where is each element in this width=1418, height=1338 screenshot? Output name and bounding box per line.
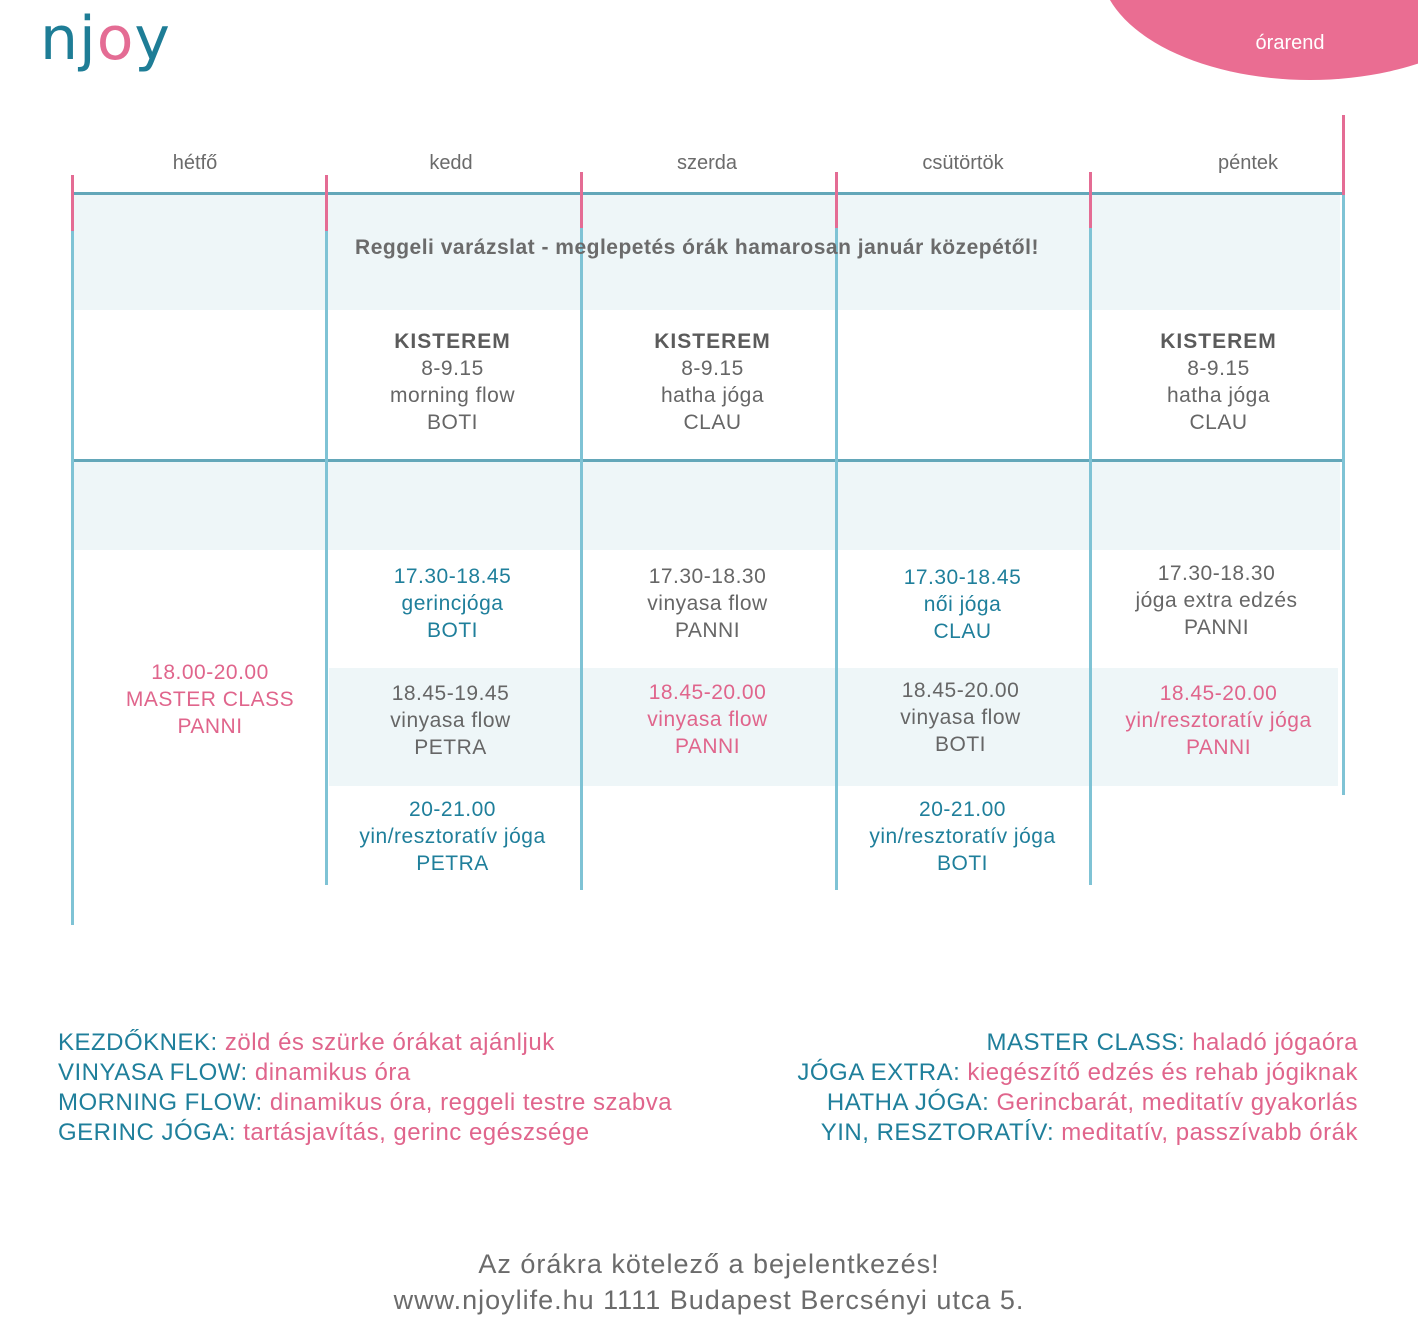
morning-class-tuesday: KISTEREM 8-9.15 morning flow BOTI [389, 330, 516, 434]
legend-item: YIN, RESZTORATÍV: meditatív, passzívabb órák [820, 1119, 1358, 1146]
class-friday-2: 18.45-20.00 yin/resztoratív jóga PANNI [1125, 682, 1312, 759]
grid-column-line [71, 195, 74, 925]
njoy-logo: njoy [40, 4, 171, 74]
day-header-monday: hétfő [172, 152, 218, 174]
grid-column-line [580, 195, 583, 890]
legend-item: HATHA JÓGA: Gerincbarát, meditatív gyakorlás [826, 1089, 1358, 1116]
legend-left [58, 1028, 758, 1148]
column-tick [1089, 172, 1092, 228]
day-header-tuesday: kedd [429, 152, 473, 174]
column-tick [325, 175, 328, 231]
grid-column-line [1089, 195, 1092, 885]
morning-class-wednesday: KISTEREM 8-9.15 hatha jóga CLAU [654, 330, 771, 434]
legend-item: MASTER CLASS: haladó jógaóra [986, 1029, 1358, 1056]
class-tuesday-3: 20-21.00 yin/resztoratív jóga PETRA [359, 798, 546, 875]
day-header-thursday: csütörtök [922, 152, 1004, 174]
grid-column-line [1342, 195, 1345, 795]
morning-banner: Reggeli varázslat - meglepetés órák hamarosan január közepétől! [355, 236, 1039, 259]
class-thursday-2: 18.45-20.00 vinyasa flow BOTI [900, 679, 1021, 756]
legend-right [700, 1028, 1358, 1148]
legend-item: JÓGA EXTRA: kiegészítő edzés és rehab jógiknak [797, 1059, 1358, 1086]
legend-item: VINYASA FLOW: dinamikus óra [58, 1059, 411, 1086]
class-monday-master: 18.00-20.00 MASTER CLASS PANNI [125, 661, 295, 738]
legend-item: MORNING FLOW: dinamikus óra, reggeli testre szabva [58, 1089, 673, 1116]
grid-column-line [835, 195, 838, 890]
midday-band [74, 462, 1340, 550]
grid-column-line [325, 195, 328, 885]
class-tuesday-2: 18.45-19.45 vinyasa flow PETRA [390, 682, 511, 759]
class-wednesday-2: 18.45-20.00 vinyasa flow PANNI [647, 681, 768, 758]
page-tag: órarend [1255, 32, 1325, 54]
column-tick [71, 175, 74, 231]
legend-item: KEZDŐKNEK: zöld és szürke órákat ajánljuk [58, 1029, 555, 1056]
class-friday-1: 17.30-18.30 jóga extra edzés PANNI [1135, 562, 1298, 639]
legend-item: GERINC JÓGA: tartásjavítás, gerinc egészsége [58, 1119, 590, 1146]
column-tick [1342, 115, 1345, 195]
column-tick [580, 172, 583, 228]
footer-notice: Az órákra kötelező a bejelentkezés! [478, 1249, 940, 1279]
column-tick [835, 172, 838, 228]
class-thursday-1: 17.30-18.45 női jóga CLAU [903, 566, 1022, 643]
class-tuesday-1: 17.30-18.45 gerincjóga BOTI [393, 565, 512, 642]
footer-address: www.njoylife.hu 1111 Budapest Bercsényi utca 5. [393, 1285, 1025, 1315]
day-header-friday: péntek [1217, 152, 1279, 174]
class-thursday-3: 20-21.00 yin/resztoratív jóga BOTI [869, 798, 1056, 875]
morning-class-friday: KISTEREM 8-9.15 hatha jóga CLAU [1160, 330, 1277, 434]
day-header-wednesday: szerda [676, 152, 738, 174]
grid-line-middle [72, 459, 1342, 462]
class-wednesday-1: 17.30-18.30 vinyasa flow PANNI [647, 565, 768, 642]
grid-line-top [72, 192, 1342, 195]
